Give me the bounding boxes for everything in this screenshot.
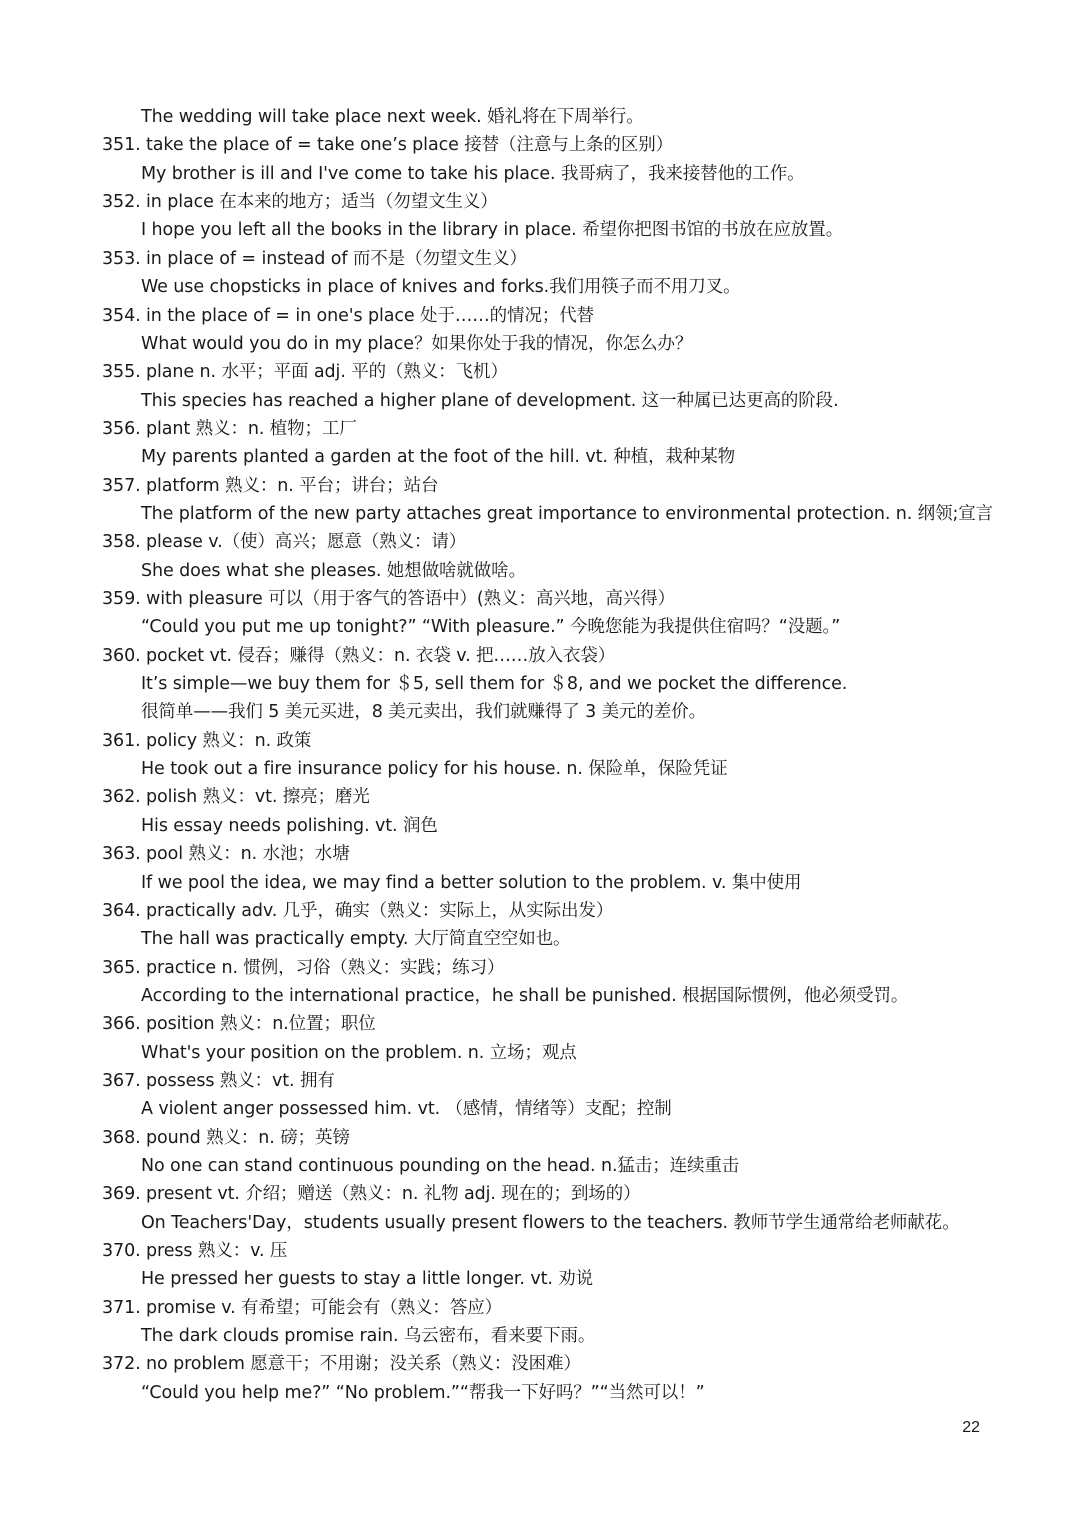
vocab-entry: 365. practice n. 惯例，习俗（熟义：实践；练习） <box>102 957 505 978</box>
vocab-entry: 354. in the place of = in one's place 处于……的情况；代替 <box>102 305 595 326</box>
vocab-entry: 364. practically adv. 几乎，确实（熟义：实际上，从实际出发） <box>102 900 614 921</box>
example-sentence: What's your position on the problem. n. 立场；观点 <box>141 1042 577 1063</box>
example-sentence: He pressed her guests to stay a little longer. vt. 劝说 <box>141 1269 594 1290</box>
example-sentence: The platform of the new party attaches great importance to environmental protection. n. 纲领;宣言 <box>141 503 994 524</box>
example-sentence: On Teachers'Day，students usually present flowers to the teachers. 教师节学生通常给老师献花。 <box>141 1212 960 1233</box>
vocab-entry: 366. position 熟义：n.位置；职位 <box>102 1014 376 1035</box>
example-sentence: She does what she pleases. 她想做啥就做啥。 <box>141 560 526 581</box>
example-sentence: 很简单——我们 5 美元买进，8 美元卖出，我们就赚得了 3 美元的差价。 <box>141 702 707 723</box>
example-sentence: If we pool the idea, we may find a better solution to the problem. v. 集中使用 <box>141 872 802 893</box>
vocab-entry: 353. in place of = instead of 而不是（勿望文生义） <box>102 248 527 269</box>
vocab-entry: 369. present vt. 介绍；赠送（熟义：n. 礼物 adj. 现在的；到场的） <box>102 1184 641 1205</box>
example-sentence: A violent anger possessed him. vt. （感情，情绪等）支配；控制 <box>141 1099 672 1120</box>
example-sentence: The hall was practically empty. 大厅简直空空如也。 <box>141 929 571 950</box>
vocab-entry: 362. polish 熟义：vt. 擦亮；磨光 <box>102 787 370 808</box>
vocab-entry: 371. promise v. 有希望；可能会有（熟义：答应） <box>102 1297 503 1318</box>
example-sentence: The dark clouds promise rain. 乌云密布，看来要下雨。 <box>141 1326 596 1346</box>
vocab-entry: 359. with pleasure 可以（用于客气的答语中）(熟义：高兴地，高兴得） <box>102 589 676 609</box>
example-sentence: According to the international practice，he shall be punished. 根据国际惯例，他必须受罚。 <box>141 985 909 1006</box>
vocab-entry: 357. platform 熟义：n. 平台；讲台；站台 <box>102 475 439 496</box>
example-sentence: It’s simple—we buy them for ＄5, sell them for ＄8, and we pocket the difference. <box>141 674 848 694</box>
vocab-entry: 372. no problem 愿意干；不用谢；没关系（熟义：没困难） <box>102 1354 581 1375</box>
page-number: 22 <box>962 1419 980 1436</box>
vocab-entry: 361. policy 熟义：n. 政策 <box>102 730 312 751</box>
example-sentence: “Could you help me?” “No problem.”“帮我一下好吗？”“当然可以！” <box>141 1382 705 1403</box>
vocab-entry: 368. pound 熟义：n. 磅；英镑 <box>102 1127 350 1148</box>
vocab-entry: 363. pool 熟义：n. 水池；水塘 <box>102 844 350 865</box>
vocab-entry: 360. pocket vt. 侵吞；赚得（熟义：n. 衣袋 v. 把……放入衣袋） <box>102 645 616 666</box>
example-sentence: My brother is ill and I've come to take his place. 我哥病了，我来接替他的工作。 <box>141 163 805 184</box>
example-sentence: No one can stand continuous pounding on the head. n.猛击；连续重击 <box>141 1156 740 1176</box>
vocab-entry: 355. plane n. 水平；平面 adj. 平的（熟义：飞机） <box>102 362 508 383</box>
vocab-entry: 358. please v.（使）高兴；愿意（熟义：请） <box>102 532 467 553</box>
vocab-entry: 351. take the place of = take one’s place 接替（注意与上条的区别） <box>102 135 674 156</box>
example-sentence: This species has reached a higher plane of development. 这一种属已达更高的阶段. <box>141 390 839 411</box>
vocab-entry: 370. press 熟义：v. 压 <box>102 1241 288 1261</box>
vocab-entry: 367. possess 熟义：vt. 拥有 <box>102 1070 335 1091</box>
vocab-entry: 352. in place 在本来的地方；适当（勿望文生义） <box>102 192 498 213</box>
example-sentence: He took out a fire insurance policy for his house. n. 保险单，保险凭证 <box>141 759 728 780</box>
example-sentence: We use chopsticks in place of knives and forks.我们用筷子而不用刀叉。 <box>141 277 741 298</box>
example-sentence: My parents planted a garden at the foot of the hill. vt. 种植，栽种某物 <box>141 447 736 468</box>
example-sentence: “Could you put me up tonight?” “With pleasure.” 今晚您能为我提供住宿吗？“没题。” <box>141 617 841 638</box>
example-sentence: I hope you left all the books in the library in place. 希望你把图书馆的书放在应放置。 <box>141 220 844 241</box>
example-sentence: What would you do in my place？如果你处于我的情况，你怎么办？ <box>141 333 693 354</box>
vocab-entry: 356. plant 熟义：n. 植物；工厂 <box>102 418 357 439</box>
example-sentence: The wedding will take place next week. 婚礼将在下周举行。 <box>141 107 644 127</box>
example-sentence: His essay needs polishing. vt. 润色 <box>141 815 438 836</box>
